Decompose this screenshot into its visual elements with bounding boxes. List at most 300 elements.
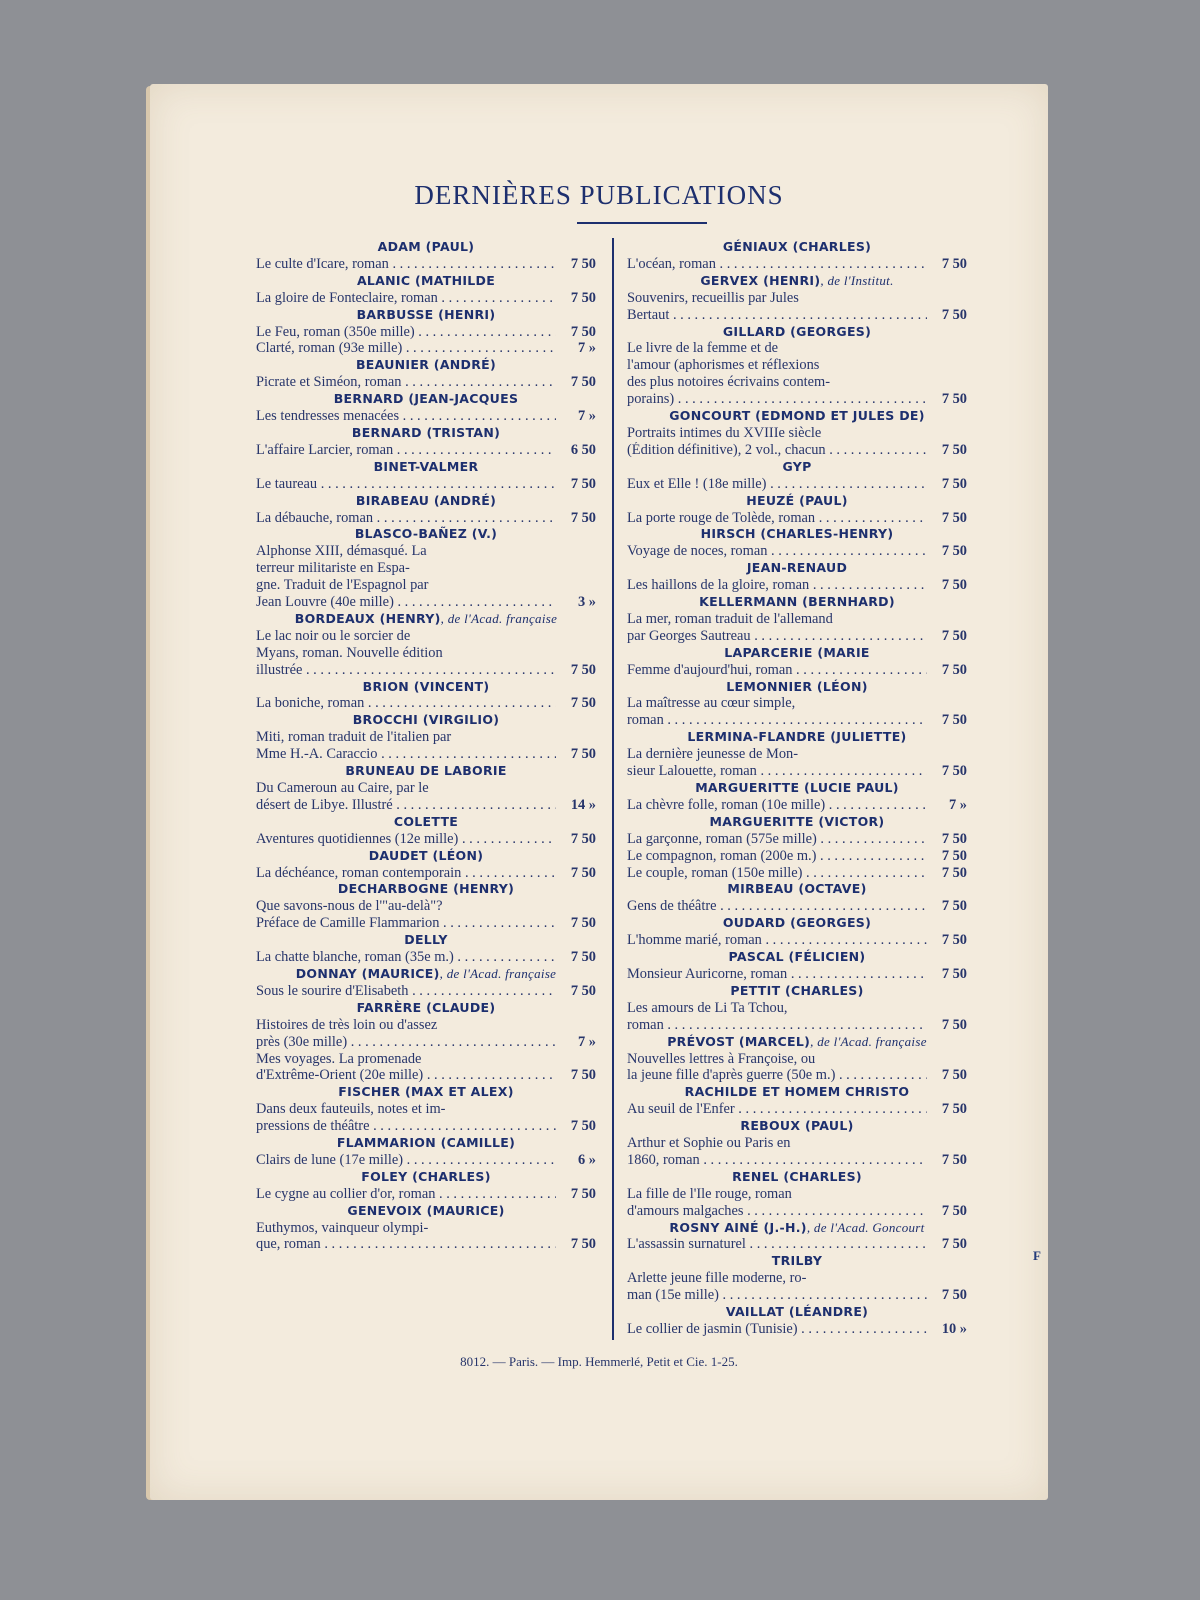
author-text: BINET-VALMER — [373, 458, 479, 474]
catalog-entry — [627, 645, 967, 679]
price: 3 » — [578, 594, 596, 611]
title-line — [627, 848, 967, 865]
price: 7 50 — [570, 661, 596, 678]
price: 7 50 — [570, 255, 596, 272]
author-name — [627, 273, 967, 290]
title-line — [627, 577, 967, 594]
author-suffix: , de l'Acad. française — [810, 1033, 927, 1049]
price: 7 50 — [941, 712, 967, 729]
price: 7 50 — [941, 1202, 967, 1219]
description-line: La fille de l'Ile rouge, roman — [627, 1185, 792, 1202]
book-title: Le taureau . . . — [256, 476, 556, 493]
title-line — [256, 594, 596, 611]
author-suffix: , de l'Acad. française — [439, 965, 557, 981]
catalog-entry — [256, 1084, 596, 1135]
price: 7 » — [949, 796, 967, 813]
book-title: La porte rouge de Tolède, roman . . . — [627, 510, 927, 527]
catalog-entry — [627, 881, 967, 915]
description-line: La maîtresse au cœur simple, — [627, 695, 796, 712]
author-name — [256, 493, 596, 510]
title-line — [256, 476, 596, 493]
author-name — [627, 1220, 967, 1237]
book-title: Le culte d'Icare, roman . . . — [256, 256, 556, 273]
price: 7 50 — [570, 1236, 596, 1253]
title-line — [256, 290, 596, 307]
title-line — [627, 1287, 967, 1304]
left-column — [256, 239, 596, 1253]
catalog-entry — [256, 1000, 596, 1085]
author-name — [256, 881, 596, 898]
description-line: Dans deux fauteuils, notes et im- — [256, 1101, 446, 1118]
book-title: par Georges Sautreau . . . — [627, 628, 927, 645]
book-title: L'assassin surnaturel . . . — [627, 1236, 927, 1253]
title-line — [256, 915, 596, 932]
author-name — [256, 1000, 596, 1017]
description-line: Souvenirs, recueillis par Jules — [627, 289, 799, 306]
book-title: pressions de théâtre . . . — [256, 1118, 556, 1135]
title-line — [627, 1236, 967, 1253]
catalog-entry — [256, 239, 596, 273]
author-name — [256, 848, 596, 865]
author-text: BARBUSSE (HENRI) — [356, 306, 496, 322]
title-line — [627, 865, 967, 882]
price: 7 50 — [941, 391, 967, 408]
description-line: Alphonse XIII, démasqué. La — [256, 543, 427, 560]
price: 7 50 — [941, 1151, 967, 1168]
author-text: BERNARD (JEAN-JACQUES — [333, 391, 519, 407]
catalog-entry — [627, 324, 967, 409]
catalog-entry — [627, 1169, 967, 1220]
author-text: VAILLAT (LÉANDRE) — [725, 1304, 869, 1320]
title-underline — [577, 222, 707, 224]
book-title: Au seuil de l'Enfer . . . — [627, 1101, 927, 1118]
catalog-entry — [256, 493, 596, 527]
catalog-entry — [627, 526, 967, 560]
author-name — [627, 729, 967, 746]
author-text: GENEVOIX (MAURICE) — [347, 1202, 505, 1218]
description-line: Myans, roman. Nouvelle édition — [256, 644, 443, 661]
author-name — [256, 1084, 596, 1101]
price: 7 50 — [941, 441, 967, 458]
description-line: terreur militariste en Espa- — [256, 560, 410, 577]
book-title: illustrée . . . — [256, 662, 556, 679]
description-line: La mer, roman traduit de l'allemand — [627, 610, 833, 627]
catalog-entry — [627, 915, 967, 949]
title-line — [256, 324, 596, 341]
catalog-entry — [627, 679, 967, 730]
author-text: GILLARD (GEORGES) — [722, 323, 872, 339]
author-text: BLASCO-BAÑEZ (V.) — [354, 526, 498, 542]
author-name — [627, 645, 967, 662]
price: 7 50 — [570, 915, 596, 932]
author-text: LEMONNIER (LÉON) — [726, 678, 868, 694]
author-text: RENEL (CHARLES) — [732, 1168, 862, 1184]
catalog-entry — [627, 1304, 967, 1338]
title-line — [627, 712, 967, 729]
book-title: Le couple, roman (150e mille) . . . — [627, 865, 927, 882]
title-line — [627, 307, 967, 324]
price: 7 50 — [570, 289, 596, 306]
price: 6 50 — [570, 441, 596, 458]
title-line — [627, 476, 967, 493]
catalog-entry — [627, 408, 967, 459]
author-text: RACHILDE ET HOMEM CHRISTO — [684, 1084, 910, 1100]
book-title: La gloire de Fonteclaire, roman . . . — [256, 290, 556, 307]
author-name — [627, 560, 967, 577]
author-name — [256, 712, 596, 729]
author-name — [256, 526, 596, 543]
catalog-entry — [627, 983, 967, 1034]
price: 7 50 — [941, 255, 967, 272]
price: 7 50 — [941, 1287, 967, 1304]
author-name — [256, 357, 596, 374]
catalog-entry — [256, 425, 596, 459]
author-suffix: , de l'Acad. Goncourt — [806, 1219, 925, 1235]
author-name — [627, 1304, 967, 1321]
book-title: désert de Libye. Illustré . . . — [256, 797, 556, 814]
description-line: Arthur et Sophie ou Paris en — [627, 1135, 791, 1152]
author-name — [256, 459, 596, 476]
title-line — [256, 256, 596, 273]
book-title: Monsieur Auricorne, roman . . . — [627, 966, 927, 983]
author-text: REBOUX (PAUL) — [740, 1118, 854, 1134]
book-title: La chèvre folle, roman (10e mille) . . . — [627, 797, 927, 814]
author-name — [627, 881, 967, 898]
book-title: la jeune fille d'après guerre (50e m.) . . . — [627, 1067, 927, 1084]
book-title: Les haillons de la gloire, roman . . . — [627, 577, 927, 594]
book-title: Picrate et Siméon, roman . . . — [256, 374, 556, 391]
price: 7 50 — [941, 661, 967, 678]
author-name — [627, 1084, 967, 1101]
price: 7 50 — [570, 1067, 596, 1084]
author-text: DONNAY (MAURICE) — [295, 965, 440, 981]
author-text: FARRÈRE (CLAUDE) — [356, 999, 496, 1015]
title-line — [256, 1067, 596, 1084]
spine-mark: F — [1033, 1248, 1041, 1263]
author-name — [256, 307, 596, 324]
book-title: man (15e mille) . . . — [627, 1287, 927, 1304]
price: 7 » — [578, 340, 596, 357]
catalog-entry — [627, 729, 967, 780]
catalog-entry — [256, 1135, 596, 1169]
author-name — [627, 459, 967, 476]
description-line: Les amours de Li Ta Tchou, — [627, 999, 788, 1016]
price: 7 50 — [941, 864, 967, 881]
title-line — [627, 442, 967, 459]
price: 7 50 — [570, 1118, 596, 1135]
price: 7 » — [578, 1033, 596, 1050]
catalog-entry — [256, 273, 596, 307]
title-line — [627, 1152, 967, 1169]
title-line — [256, 1152, 596, 1169]
catalog-entry — [627, 814, 967, 882]
catalog-entry — [627, 560, 967, 594]
author-name — [627, 1253, 967, 1270]
author-text: JEAN-RENAUD — [746, 560, 848, 576]
catalog-entry — [627, 459, 967, 493]
price: 7 50 — [570, 374, 596, 391]
book-title: Aventures quotidiennes (12e mille) . . . — [256, 831, 556, 848]
author-text: GONCOURT (EDMOND ET JULES DE) — [669, 408, 925, 424]
book-title: Clairs de lune (17e mille) . . . — [256, 1152, 556, 1169]
author-name — [627, 1118, 967, 1135]
author-name — [627, 1034, 967, 1051]
catalog-entry — [256, 526, 596, 611]
catalog-entry — [627, 1034, 967, 1085]
description-line: Portraits intimes du XVIIIe siècle — [627, 424, 822, 441]
author-name — [627, 949, 967, 966]
title-line — [627, 966, 967, 983]
author-name — [627, 526, 967, 543]
price: 10 » — [941, 1321, 967, 1337]
price: 7 50 — [941, 1101, 967, 1118]
author-name — [627, 408, 967, 425]
catalog-entry — [256, 1169, 596, 1203]
title-line — [627, 898, 967, 915]
author-text: BIRABEAU (ANDRÉ) — [355, 492, 497, 508]
author-text: TRILBY — [771, 1253, 823, 1269]
description-line: Le lac noir ou le sorcier de — [256, 627, 411, 644]
author-name — [256, 966, 596, 983]
description-line: Nouvelles lettres à Françoise, ou — [627, 1050, 816, 1067]
author-text: PASCAL (FÉLICIEN) — [728, 949, 866, 965]
book-title: (Édition définitive), 2 vol., chacun . . . — [627, 442, 927, 459]
title-line — [256, 865, 596, 882]
book-title: 1860, roman . . . — [627, 1152, 927, 1169]
author-name — [256, 1169, 596, 1186]
title-line — [627, 510, 967, 527]
author-name — [256, 679, 596, 696]
author-text: ALANIC (MATHILDE — [356, 272, 496, 288]
author-name — [256, 814, 596, 831]
title-line — [627, 391, 967, 408]
author-name — [627, 679, 967, 696]
author-name — [627, 915, 967, 932]
author-suffix: , de l'Acad. française — [440, 610, 558, 626]
catalog-entry — [627, 273, 967, 324]
price: 7 50 — [570, 949, 596, 966]
book-title: Les tendresses menacées . . . — [256, 408, 556, 425]
author-name — [256, 1203, 596, 1220]
price: 7 50 — [941, 830, 967, 847]
author-name — [256, 1135, 596, 1152]
price: 7 50 — [941, 763, 967, 780]
title-line — [627, 1203, 967, 1220]
book-title: Le compagnon, roman (200e m.) . . . — [627, 848, 927, 865]
author-name — [627, 493, 967, 510]
book-title: La boniche, roman . . . — [256, 695, 556, 712]
author-name — [256, 391, 596, 408]
catalog-entry — [627, 1253, 967, 1304]
description-line: des plus notoires écrivains contem- — [627, 374, 831, 391]
book-title: près (30e mille) . . . — [256, 1034, 556, 1051]
title-line — [627, 628, 967, 645]
title-line — [256, 442, 596, 459]
author-text: ADAM (PAUL) — [377, 239, 475, 254]
description-line: Arlette jeune fille moderne, ro- — [627, 1270, 807, 1287]
catalog-entry — [256, 814, 596, 848]
author-name — [627, 594, 967, 611]
author-name — [256, 932, 596, 949]
page-title: DERNIÈRES PUBLICATIONS — [414, 180, 784, 210]
description-line: gne. Traduit de l'Espagnol par — [256, 577, 429, 594]
title-line — [256, 1034, 596, 1051]
catalog-entry — [627, 594, 967, 645]
right-column — [627, 239, 967, 1338]
author-text: MARGUERITTE (LUCIE PAUL) — [695, 780, 899, 795]
price: 7 50 — [941, 898, 967, 915]
author-name — [256, 239, 596, 256]
price: 7 50 — [941, 965, 967, 982]
book-title: La débauche, roman . . . — [256, 510, 556, 527]
catalog-entry — [256, 932, 596, 966]
title-line — [256, 797, 596, 814]
price: 7 50 — [570, 1185, 596, 1202]
author-text: BEAUNIER (ANDRÉ) — [355, 357, 497, 373]
author-text: OUDARD (GEORGES) — [722, 915, 872, 931]
author-name — [627, 324, 967, 341]
price: 7 50 — [570, 475, 596, 492]
price: 7 50 — [570, 864, 596, 881]
book-title: La garçonne, roman (575e mille) . . . — [627, 831, 927, 848]
author-name — [256, 611, 596, 628]
author-text: BRION (VINCENT) — [362, 678, 490, 694]
book-title: Sous le sourire d'Elisabeth . . . — [256, 983, 556, 1000]
title-line — [256, 983, 596, 1000]
title-line — [256, 746, 596, 763]
price: 7 50 — [570, 323, 596, 340]
catalog-entry — [256, 459, 596, 493]
author-text: GYP — [782, 458, 812, 474]
catalog-entry — [256, 1203, 596, 1254]
description-line: Le livre de la femme et de — [627, 340, 779, 357]
book-title: Gens de théâtre . . . — [627, 898, 927, 915]
title-line — [256, 662, 596, 679]
author-text: GÉNIAUX (CHARLES) — [722, 239, 872, 254]
author-name — [256, 763, 596, 780]
author-text: FISCHER (MAX ET ALEX) — [338, 1084, 514, 1100]
price: 7 50 — [941, 306, 967, 323]
title-line — [256, 949, 596, 966]
title-line — [627, 256, 967, 273]
catalog-entry — [256, 712, 596, 763]
book-title: sieur Lalouette, roman . . . — [627, 763, 927, 780]
title-line — [256, 340, 596, 357]
author-text: HIRSCH (CHARLES-HENRY) — [700, 526, 894, 542]
catalog-entry — [627, 949, 967, 983]
catalog-entry — [627, 493, 967, 527]
author-text: BRUNEAU DE LABORIE — [345, 763, 507, 779]
title-line — [627, 1067, 967, 1084]
catalog-entry — [256, 357, 596, 391]
price: 7 50 — [941, 1016, 967, 1033]
author-text: FLAMMARION (CAMILLE) — [336, 1135, 516, 1151]
title-line — [256, 1236, 596, 1253]
book-title: porains) . . . — [627, 391, 927, 408]
author-name — [256, 425, 596, 442]
book-title: roman . . . — [627, 712, 927, 729]
price: 7 50 — [570, 695, 596, 712]
description-line: Euthymos, vainqueur olympi- — [256, 1219, 429, 1236]
catalog-entry — [627, 1084, 967, 1118]
book-title: Le Feu, roman (350e mille) . . . — [256, 324, 556, 341]
title-line — [627, 932, 967, 949]
book-title: Clarté, roman (93e mille) . . . — [256, 340, 556, 357]
book-title: que, roman . . . — [256, 1236, 556, 1253]
author-text: LAPARCERIE (MARIE — [724, 644, 870, 660]
catalog-entry — [627, 1118, 967, 1169]
title-line — [256, 1186, 596, 1203]
price: 7 50 — [941, 509, 967, 526]
author-text: COLETTE — [393, 813, 459, 829]
catalog-entry — [256, 763, 596, 814]
book-title: Bertaut . . . — [627, 307, 927, 324]
author-name — [256, 273, 596, 290]
title-line — [256, 510, 596, 527]
title-line — [256, 1118, 596, 1135]
book-title: Femme d'aujourd'hui, roman . . . — [627, 662, 927, 679]
catalog-entry — [256, 881, 596, 932]
title-line — [256, 831, 596, 848]
author-text: BERNARD (TRISTAN) — [351, 424, 501, 440]
book-title: roman . . . — [627, 1017, 927, 1034]
title-line — [627, 831, 967, 848]
title-line — [627, 1101, 967, 1118]
author-name — [627, 1169, 967, 1186]
description-line: Que savons-nous de l'"au-delà"? — [256, 898, 443, 915]
author-suffix: , de l'Institut. — [820, 272, 894, 288]
printer-footer: 8012. — Paris. — Imp. Hemmerlé, Petit et Cie. 1-25. — [460, 1354, 738, 1369]
price: 7 50 — [570, 746, 596, 763]
author-text: GERVEX (HENRI) — [700, 272, 821, 288]
book-title: L'océan, roman . . . — [627, 256, 927, 273]
book-title: Préface de Camille Flammarion . . . — [256, 915, 556, 932]
author-name — [627, 780, 967, 797]
title-line — [256, 408, 596, 425]
book-title: La chatte blanche, roman (35e m.) . . . — [256, 949, 556, 966]
author-text: MARGUERITTE (VICTOR) — [709, 813, 885, 829]
price: 14 » — [570, 796, 596, 813]
description-line: l'amour (aphorismes et réflexions — [627, 357, 820, 374]
author-text: DELLY — [404, 932, 448, 948]
author-text: ROSNY AINÉ (J.-H.) — [669, 1219, 807, 1235]
catalog-entry — [256, 307, 596, 358]
price: 7 50 — [941, 932, 967, 949]
description-line: Miti, roman traduit de l'italien par — [256, 729, 452, 746]
author-text: KELLERMANN (BERNHARD) — [699, 594, 895, 610]
title-line — [256, 374, 596, 391]
author-text: BROCCHI (VIRGILIO) — [352, 712, 500, 728]
author-text: FOLEY (CHARLES) — [361, 1168, 491, 1184]
catalog-entry — [256, 391, 596, 425]
catalog-entry — [256, 679, 596, 713]
price: 7 50 — [941, 1067, 967, 1084]
title-line — [627, 797, 967, 814]
book-title: Mme H.-A. Caraccio . . . — [256, 746, 556, 763]
price: 7 50 — [941, 1236, 967, 1253]
title-line — [627, 1017, 967, 1034]
price: 7 50 — [570, 830, 596, 847]
author-text: DAUDET (LÉON) — [368, 847, 484, 863]
author-text: DECHARBOGNE (HENRY) — [337, 881, 515, 897]
price: 7 50 — [570, 509, 596, 526]
author-name — [627, 814, 967, 831]
price: 7 50 — [941, 627, 967, 644]
title-line — [627, 543, 967, 560]
book-title: Eux et Elle ! (18e mille) . . . — [627, 476, 927, 493]
author-text: PETTIT (CHARLES) — [730, 982, 864, 998]
book-title: Le cygne au collier d'or, roman . . . — [256, 1186, 556, 1203]
